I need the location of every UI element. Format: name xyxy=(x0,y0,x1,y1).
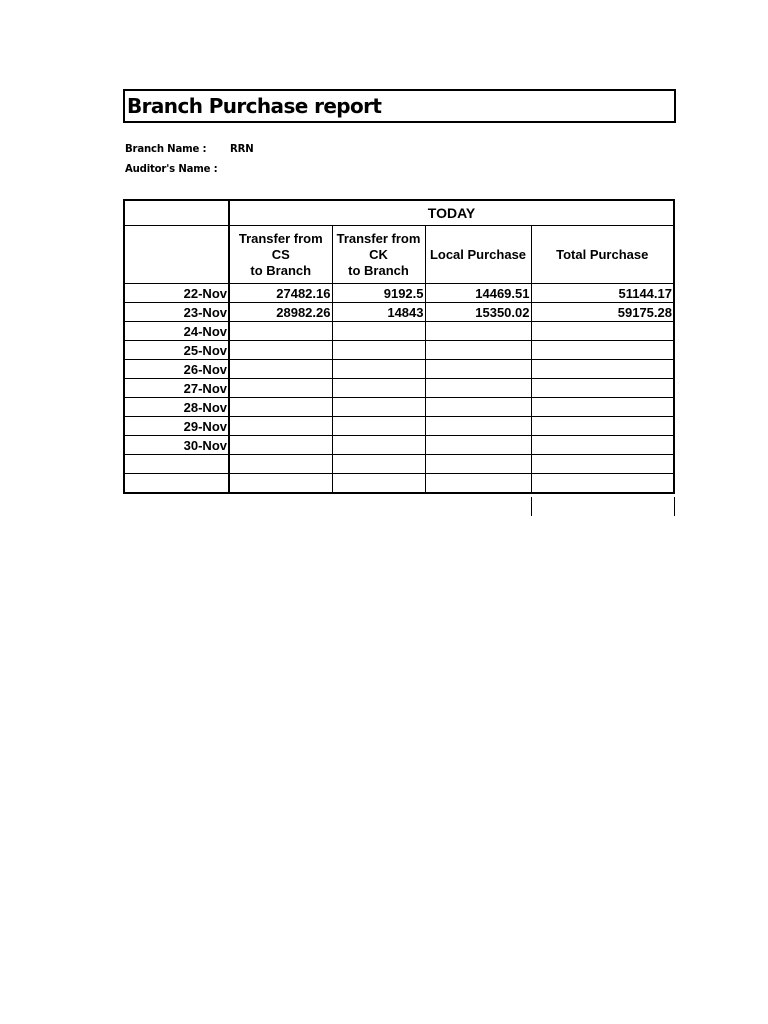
purchase-table xyxy=(123,199,675,494)
table-row xyxy=(124,474,674,494)
header-line: Total Purchase xyxy=(556,246,649,262)
local-purchase-cell: 15350.02 xyxy=(425,303,531,322)
local-purchase-cell: 14469.51 xyxy=(425,284,531,303)
local-purchase-cell xyxy=(425,379,531,398)
date-cell xyxy=(124,455,229,474)
today-header: TODAY xyxy=(229,200,674,226)
transfer-ck-cell: 14843 xyxy=(332,303,425,322)
table-row xyxy=(124,455,674,474)
report-title: Branch Purchase report xyxy=(127,94,382,118)
date-cell: 25-Nov xyxy=(124,341,229,360)
date-cell: 24-Nov xyxy=(124,322,229,341)
local-purchase-cell xyxy=(425,455,531,474)
report-title-box xyxy=(123,89,676,123)
table-row xyxy=(124,284,674,303)
table-row xyxy=(124,417,674,436)
total-purchase-cell: 59175.28 xyxy=(531,303,674,322)
table-row xyxy=(124,398,674,417)
header-line: to Branch xyxy=(250,262,312,278)
transfer-ck-cell xyxy=(332,322,425,341)
transfer-ck-cell xyxy=(332,360,425,379)
total-purchase-cell xyxy=(531,417,674,436)
transfer-cs-cell xyxy=(229,341,332,360)
total-purchase-cell xyxy=(531,436,674,455)
total-purchase-cell xyxy=(531,455,674,474)
table-row xyxy=(124,360,674,379)
date-cell xyxy=(124,474,229,494)
header-line: Transfer from xyxy=(336,230,421,246)
transfer-ck-cell xyxy=(332,417,425,436)
local-purchase-cell xyxy=(425,417,531,436)
total-purchase-cell xyxy=(531,379,674,398)
empty-corner-cell xyxy=(124,200,229,226)
auditors-name-label: Auditor's Name : xyxy=(125,162,218,175)
transfer-ck-header xyxy=(332,226,425,284)
total-column-tail xyxy=(531,497,675,516)
transfer-ck-cell xyxy=(332,398,425,417)
table-column-header-row xyxy=(124,226,674,284)
local-purchase-cell xyxy=(425,360,531,379)
local-purchase-header xyxy=(425,226,531,284)
date-cell: 30-Nov xyxy=(124,436,229,455)
transfer-cs-cell xyxy=(229,436,332,455)
total-purchase-cell xyxy=(531,341,674,360)
total-purchase-cell: 51144.17 xyxy=(531,284,674,303)
total-purchase-cell xyxy=(531,398,674,417)
transfer-cs-cell xyxy=(229,455,332,474)
header-line: Transfer from xyxy=(238,230,323,246)
date-cell: 27-Nov xyxy=(124,379,229,398)
date-column-header xyxy=(124,226,229,284)
header-line: CK xyxy=(369,246,388,262)
date-cell: 23-Nov xyxy=(124,303,229,322)
date-cell: 28-Nov xyxy=(124,398,229,417)
header-line: to Branch xyxy=(348,262,409,278)
transfer-cs-cell: 28982.26 xyxy=(229,303,332,322)
transfer-cs-header xyxy=(229,226,332,284)
date-cell: 22-Nov xyxy=(124,284,229,303)
local-purchase-cell xyxy=(425,436,531,455)
branch-name-value: RRN xyxy=(230,142,254,155)
table-row xyxy=(124,379,674,398)
transfer-ck-cell xyxy=(332,341,425,360)
transfer-cs-cell: 27482.16 xyxy=(229,284,332,303)
local-purchase-cell xyxy=(425,474,531,494)
transfer-ck-cell xyxy=(332,455,425,474)
local-purchase-cell xyxy=(425,398,531,417)
transfer-ck-cell xyxy=(332,436,425,455)
table-row xyxy=(124,322,674,341)
transfer-cs-cell xyxy=(229,417,332,436)
total-purchase-cell xyxy=(531,474,674,494)
table-row xyxy=(124,436,674,455)
transfer-cs-cell xyxy=(229,360,332,379)
total-purchase-header xyxy=(531,226,674,284)
transfer-ck-cell: 9192.5 xyxy=(332,284,425,303)
header-line: Local Purchase xyxy=(429,246,527,262)
table-group-header-row xyxy=(124,200,674,226)
transfer-ck-cell xyxy=(332,379,425,398)
total-purchase-cell xyxy=(531,360,674,379)
total-purchase-cell xyxy=(531,322,674,341)
transfer-cs-cell xyxy=(229,379,332,398)
table-row xyxy=(124,341,674,360)
header-line: CS xyxy=(271,246,290,262)
branch-name-label: Branch Name : xyxy=(125,142,207,155)
local-purchase-cell xyxy=(425,341,531,360)
local-purchase-cell xyxy=(425,322,531,341)
transfer-cs-cell xyxy=(229,398,332,417)
transfer-cs-cell xyxy=(229,322,332,341)
date-cell: 29-Nov xyxy=(124,417,229,436)
date-cell: 26-Nov xyxy=(124,360,229,379)
transfer-cs-cell xyxy=(229,474,332,494)
table-row xyxy=(124,303,674,322)
transfer-ck-cell xyxy=(332,474,425,494)
